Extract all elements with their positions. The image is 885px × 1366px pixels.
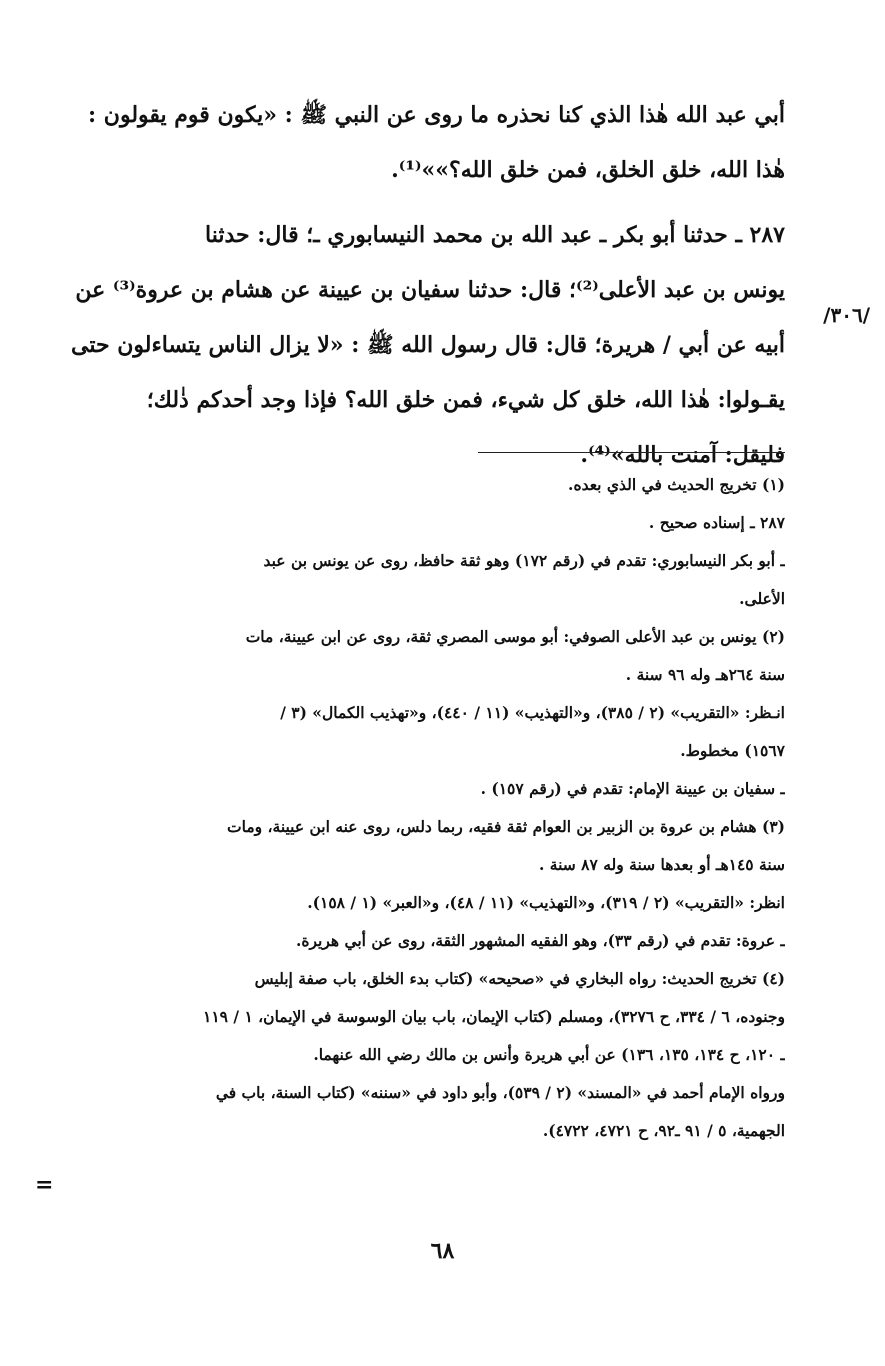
footnote-line: ـ سفيان بن عيينة الإمام: تقدم في (رقم ١٥٧) . <box>480 779 785 798</box>
footnote-line: (١) تخريج الحديث في الذي بعده. <box>568 475 785 494</box>
footnote-line: انظر: «التقريب» (٢ / ٣١٩)، و«التهذيب» (١١ / ٤٨)، و«العبر» (١ / ١٥٨). <box>307 893 785 912</box>
footnote-line: ورواه الإمام أحمد في «المسند» (٢ / ٥٣٩)، وأبو داود في «سننه» (كتاب السنة، باب في <box>215 1083 785 1102</box>
main-line: أبي عبد الله هٰذا الذي كنا نحذره ما روى عن النبي ﷺ : «يكون قوم يقولون : <box>88 102 785 128</box>
main-line: فليقل: آمنت بالله»⁽⁴⁾. <box>580 442 785 468</box>
footnotes <box>50 466 785 1150</box>
footnote-line: سنة ٢٦٤هـ وله ٩٦ سنة . <box>625 665 785 684</box>
footnote-line: الجهمية، ٥ / ٩١ ـ٩٢، ح ٤٧٢١، ٤٧٢٢). <box>542 1121 785 1140</box>
footnote-separator <box>478 452 785 453</box>
footnote-line: ٢٨٧ ـ إسناده صحيح . <box>648 513 785 532</box>
main-line: أبيه عن أبي / هريرة؛ قال: قال رسول الله ﷺ : «لا يزال الناس يتساءلون حتى <box>71 332 785 358</box>
main-line: ٢٨٧ ـ حدثنا أبو بكر ـ عبد الله بن محمد النيسابوري ـ؛ قال: حدثنا <box>205 222 785 248</box>
margin-page-marker: /٣٠٦/ <box>823 303 870 327</box>
main-line: يقـولوا: هٰذا الله، خلق كل شيء، فمن خلق الله؟ فإذا وجد أحدكم ذٰلك؛ <box>146 387 785 413</box>
main-text <box>50 88 785 483</box>
footnote-line: (٤) تخريج الحديث: رواه البخاري في «صحيحه» (كتاب بدء الخلق، باب صفة إبليس <box>254 969 785 988</box>
footnote-line: الأعلى. <box>739 589 785 608</box>
main-line: يونس بن عبد الأعلى⁽²⁾؛ قال: حدثنا سفيان بن عيينة عن هشام بن عروة⁽³⁾ عن <box>75 277 785 303</box>
footnote-line: ١٥٦٧) مخطوط. <box>680 741 785 760</box>
footnote-line: سنة ١٤٥هـ أو بعدها سنة وله ٨٧ سنة . <box>539 855 785 874</box>
footnote-line: ـ عروة: تقدم في (رقم ٣٣)، وهو الفقيه المشهور الثقة، روى عن أبي هريرة. <box>295 931 785 950</box>
main-line: هٰذا الله، خلق الخلق، فمن خلق الله؟»»⁽¹⁾. <box>391 157 785 183</box>
edge-mark: = <box>35 1172 54 1198</box>
footnote-line: (٢) يونس بن عبد الأعلى الصوفي: أبو موسى المصري ثقة، روى عن ابن عيينة، مات <box>245 627 785 646</box>
footnote-line: (٣) هشام بن عروة بن الزبير بن العوام ثقة فقيه، ربما دلس، روى عنه ابن عيينة، ومات <box>227 817 785 836</box>
footnote-line: وجنوده، ٦ / ٣٣٤، ح ٣٢٧٦)، ومسلم (كتاب الإيمان، باب بيان الوسوسة في الإيمان، ١ / ١١٩ <box>203 1007 785 1026</box>
page-number: ٦٨ <box>430 1238 455 1264</box>
footnote-line: انـظر: «التقريب» (٢ / ٣٨٥)، و«التهذيب» (١١ / ٤٤٠)، و«تهذيب الكمال» (٣ / <box>280 703 785 722</box>
footnote-line: ـ أبو بكر النيسابوري: تقدم في (رقم ١٧٢) وهو ثقة حافظ، روى عن يونس بن عبد <box>263 551 785 570</box>
footnote-line: ـ ١٢٠، ح ١٣٤، ١٣٥، ١٣٦) عن أبي هريرة وأنس بن مالك رضي الله عنهما. <box>313 1045 785 1064</box>
